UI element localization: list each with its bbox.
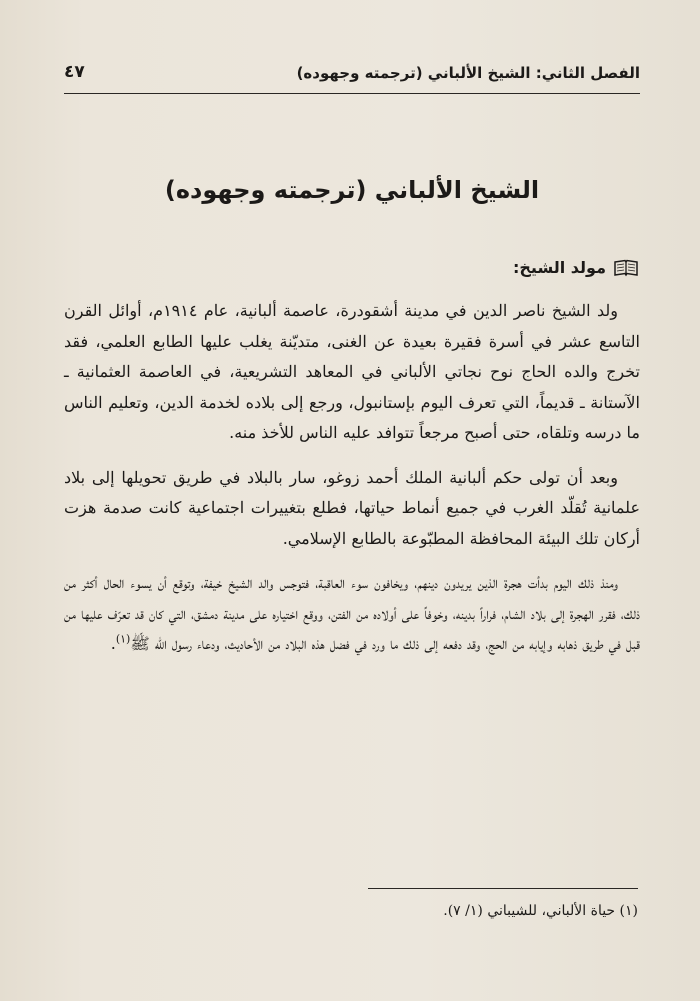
running-header: [64, 60, 640, 90]
section-heading-label: مولد الشيخ:: [513, 258, 606, 277]
paragraph-last: ومنذ ذلك اليوم بدأت هجرة الذين يريدون دينهم، ويخافون سوء العاقبة، فتوجس والد الشيخ خيفة، وتوقع أن يسوء الحال أكثر من ذلك، فقرر الهجرة إلى بلاد الشام، فراراً بدينه، وخوفاً على أولاده من الفتن، ووقع اختياره على مدينة دمشق، التي كان قد تعرّف عليها من قبل في طريق ذهابه وإيابه من الحج، وقد دفعه إلى ذلك ما ورد في فضل هذه البلاد من الأحاديث، ودعاء رسول الله ﷺ$^{(١)}$.: [64, 573, 640, 653]
paragraph-text: ومنذ ذلك اليوم بدأت هجرة الذين يريدون دينهم، ويخافون سوء العاقبة، فتوجس والد الشيخ خيفة، وتوقع أن يسوء الحال أكثر من ذلك، فقرر الهجرة إلى بلاد الشام، فراراً بدينه، وخوفاً على أولاده من الفتن، ووقع اختياره على مدينة دمشق، التي كان قد تعرّف عليها من قبل في طريق ذهابه وإيابه من الحج، وقد دفعه إلى ذلك ما ورد في فضل هذه البلاد من الأحاديث، ودعاء رسول الله ﷺ: [64, 573, 640, 653]
header-divider: [64, 93, 640, 94]
page-number: ٤٧: [64, 62, 85, 82]
paragraph: وبعد أن تولى حكم ألبانية الملك أحمد زوغو، سار بالبلاد في طريق تحويلها إلى بلاد علمانية تُقلّد الغرب في جميع أنماط حياتها، فطلع بتغييرات اجتماعية كانت صدمة هزت أركان تلك البيئة المحافظة المطبّوعة بالطابع الإسلامي.: [64, 467, 640, 548]
body-text: [64, 296, 640, 660]
chapter-title: الشيخ الألباني (ترجمته وجهوده): [164, 176, 540, 204]
running-header-title: الفصل الثاني: الشيخ الألباني (ترجمته وجهوده): [296, 64, 640, 82]
section-heading: [513, 258, 638, 277]
open-book-icon: [614, 259, 638, 277]
paragraph: ولد الشيخ ناصر الدين في مدينة أشقودرة، عاصمة ألبانية، عام ١٩١٤م، أوائل القرن التاسع عشر في أسرة فقيرة بعيدة عن الغنى، متديّنة يغلب عليها الطابع العلمي، فقد تخرج والده الحاج نوح نجاتي الألباني في المعاهد التشريعية، في العاصمة العثمانية ـ الآستانة ـ قديماً، التي تعرف اليوم بإستانبول، ورجع إلى بلاده لخدمة الدين، وتعليم الناس ما درسه وتلقاه، حتى أصبح مرجعاً تتوافد عليه الناس للأخذ منه.: [64, 301, 640, 442]
footnote: (١) حياة الألباني، للشيباني (١/ ٧).: [443, 903, 638, 919]
footnote-divider: [368, 888, 638, 889]
footnote-reference[interactable]: (١): [115, 632, 131, 646]
